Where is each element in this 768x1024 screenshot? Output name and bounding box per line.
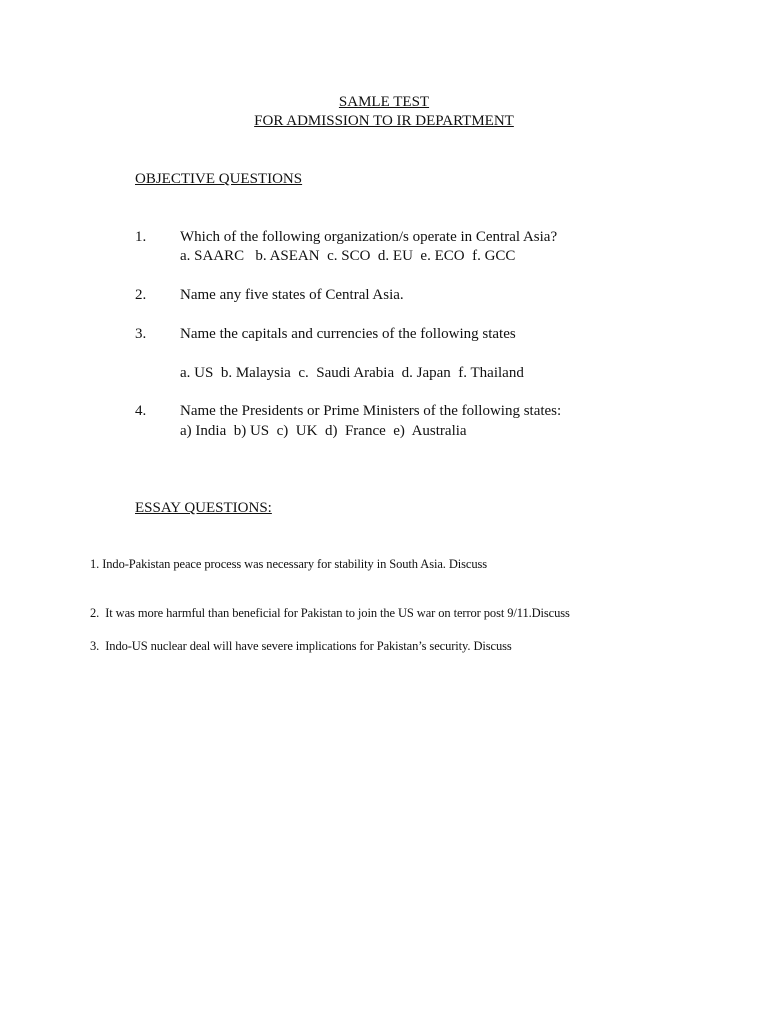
objective-question-number: 2. — [135, 287, 147, 303]
essay-question: 3. Indo-US nuclear deal will have severe implications for Pakistan’s security. Discuss — [90, 639, 512, 653]
objective-question-text: Name the Presidents or Prime Ministers of the following states: — [180, 403, 562, 419]
objective-question-options: a. US b. Malaysia c. Saudi Arabia d. Japan f. Thailand — [180, 365, 524, 381]
objective-question-options: a. SAARC b. ASEAN c. SCO d. EU e. ECO f. GCC — [180, 248, 516, 264]
essay-question: 2. It was more harmful than beneficial for Pakistan to join the US war on terror post 9/11.Discuss — [90, 606, 570, 620]
document-title: SAMLE TEST — [338, 94, 430, 110]
objective-question-text: Name any five states of Central Asia. — [180, 287, 404, 303]
objective-question-number: 1. — [135, 229, 147, 245]
objective-question-number: 4. — [135, 403, 147, 419]
objective-question-options: a) India b) US c) UK d) France e) Australia — [180, 423, 467, 439]
document-subtitle: FOR ADMISSION TO IR DEPARTMENT — [254, 113, 514, 129]
essay-question: 1. Indo-Pakistan peace process was necessary for stability in South Asia. Discuss — [90, 557, 488, 571]
objective-question-text: Which of the following organization/s operate in Central Asia? — [180, 229, 558, 245]
objective-question-text: Name the capitals and currencies of the following states — [180, 326, 516, 342]
objective-questions-heading: OBJECTIVE QUESTIONS — [135, 171, 303, 187]
essay-questions-heading: ESSAY QUESTIONS: — [135, 500, 272, 516]
objective-question-number: 3. — [135, 326, 147, 342]
